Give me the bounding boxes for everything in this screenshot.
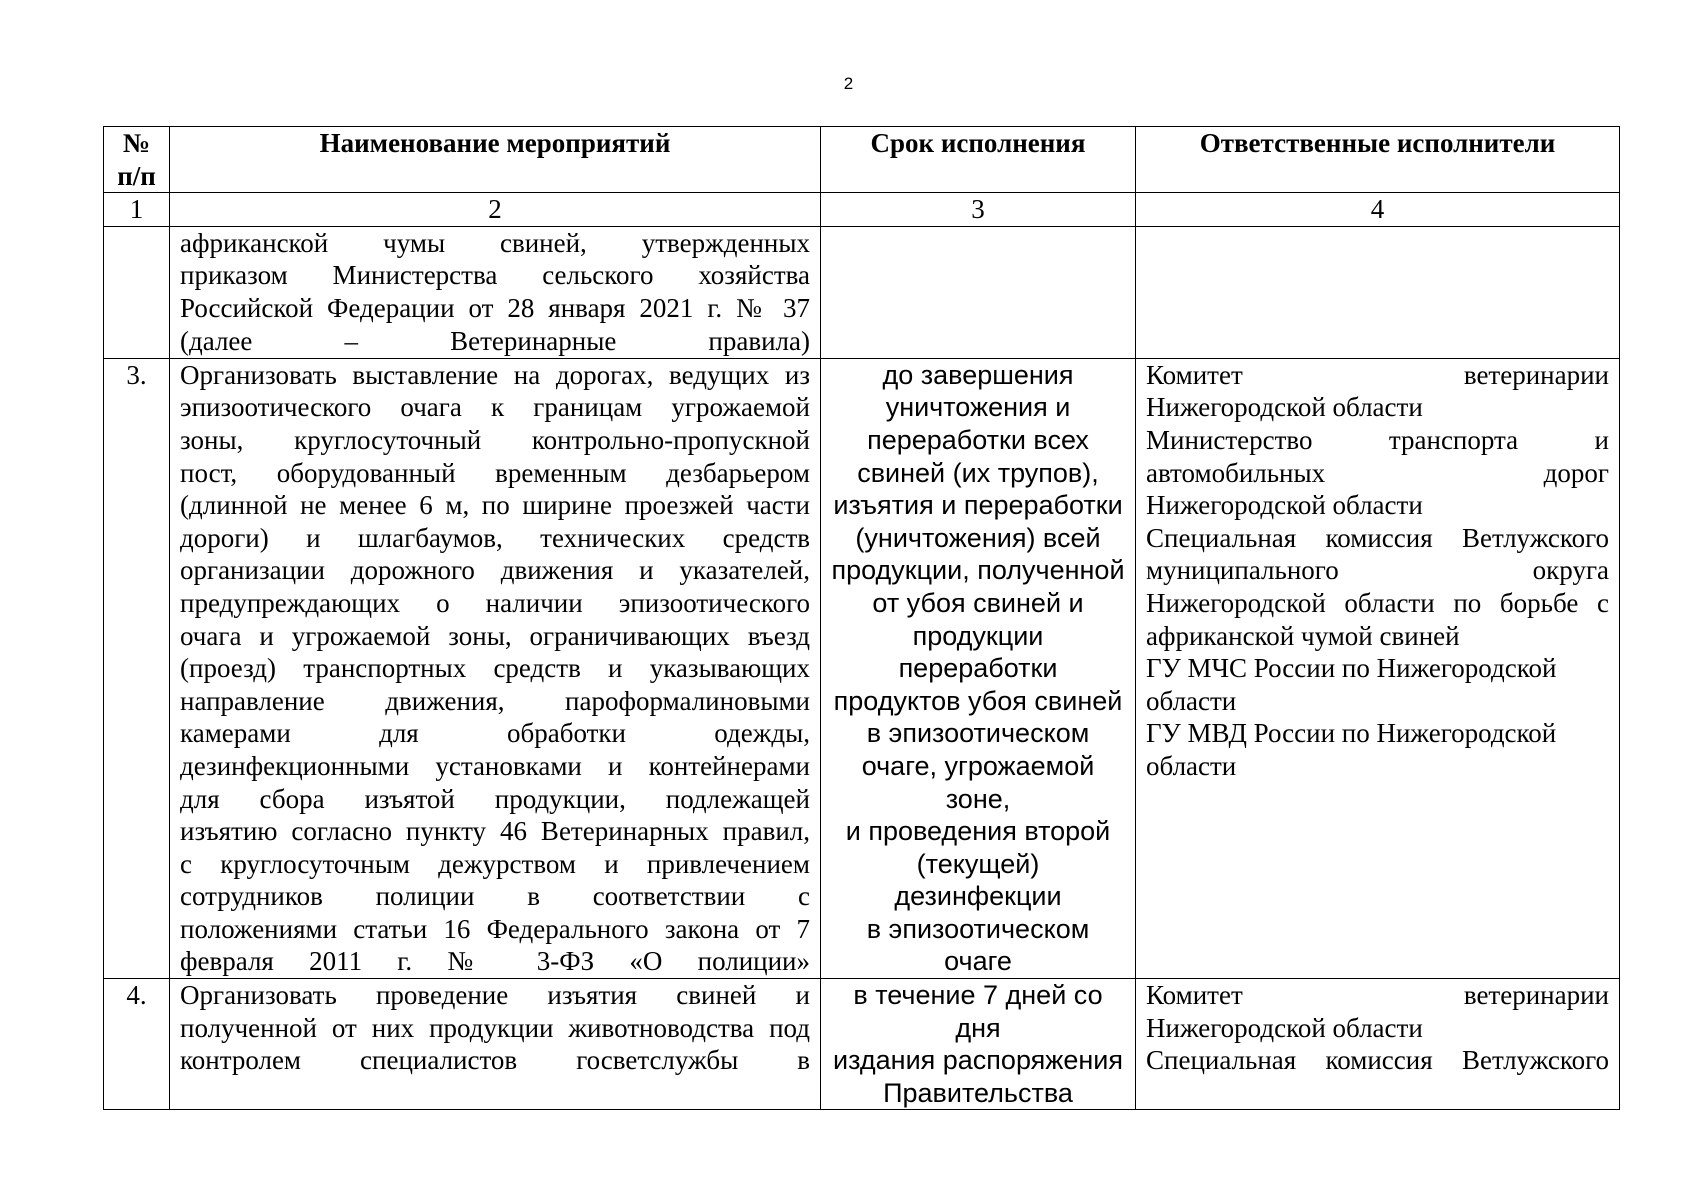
deadline-line: продукции переработки — [898, 620, 1058, 684]
measure-line: полученной от них продукции животноводства под — [180, 1012, 810, 1043]
executors-cell — [1136, 979, 1620, 1110]
executor-line: Комитет ветеринарии — [1146, 359, 1609, 390]
deadline-line: продукции, полученной — [831, 555, 1125, 586]
column-number-2: 2 — [170, 193, 821, 227]
measure-line: дороги) и шлагбаумов, технических средств — [180, 522, 810, 553]
executors-cell — [1136, 226, 1620, 358]
deadline-line: в эпизоотическом — [866, 718, 1090, 749]
measure-line: Организовать проведение изъятия свиней и — [180, 980, 810, 1011]
deadline-cell — [821, 226, 1136, 358]
executor-line: африканской чумой свиней — [1146, 620, 1460, 651]
column-numbers-row — [104, 193, 1620, 227]
measure-line: дезинфекционными установками и контейнерами — [180, 750, 810, 781]
table-row — [104, 358, 1620, 978]
deadline-line: Правительства — [883, 1077, 1073, 1108]
measure-line: камерами для обработки одежды, — [180, 718, 810, 749]
table-header-row — [104, 127, 1620, 193]
measure-line: эпизоотического очага к границам угрожаемой — [180, 392, 810, 423]
measure-line: очага и угрожаемой зоны, ограничивающих въезд — [180, 620, 810, 651]
measure-cell — [170, 226, 821, 358]
header-deadline: Срок исполнения — [821, 127, 1136, 193]
deadline-line: (уничтожения) всей — [855, 522, 1101, 553]
measure-line: направление движения, пароформалиновыми — [180, 685, 810, 716]
measure-line: февраля 2011 г. № 3-ФЗ «О полиции» — [180, 946, 810, 977]
column-number-1: 1 — [104, 193, 170, 227]
table-row — [104, 979, 1620, 1110]
deadline-line: в эпизоотическом очаге — [866, 913, 1090, 977]
measure-line: изъятию согласно пункту 46 Ветеринарных правил, — [180, 816, 810, 847]
executor-line: муниципального округа — [1146, 555, 1609, 586]
executor-line: ГУ МВД России по Нижегородской — [1146, 718, 1557, 749]
executor-line: области — [1146, 750, 1237, 781]
row-number: 4. — [104, 979, 170, 1110]
deadline-line: продуктов убоя свиней — [833, 685, 1123, 716]
executors-cell — [1136, 358, 1620, 978]
measure-line: Российской Федерации от 28 января 2021 г. № 37 — [180, 292, 810, 323]
header-executors: Ответственные исполнители — [1136, 127, 1620, 193]
measure-line: организации дорожного движения и указателей, — [180, 555, 810, 586]
row-number: 3. — [104, 358, 170, 978]
measure-line: зоны, круглосуточный контрольно-пропускной — [180, 424, 810, 455]
measure-line: для сбора изъятой продукции, подлежащей — [180, 783, 810, 814]
measure-line: (длинной не менее 6 м, по ширине проезжей части — [180, 490, 810, 521]
page-number: 2 — [843, 74, 854, 93]
measure-cell — [170, 358, 821, 978]
executor-line: Нижегородской области — [1146, 392, 1423, 423]
row-number — [104, 226, 170, 358]
executor-line: Нижегородской области по борьбе с — [1146, 587, 1609, 618]
executor-line: ГУ МЧС России по Нижегородской — [1146, 653, 1557, 684]
header-number: № п/п — [104, 127, 170, 193]
measure-line: приказом Министерства сельского хозяйства — [180, 260, 810, 291]
measure-line: контролем специалистов госветслужбы в — [180, 1045, 810, 1076]
deadline-line: очаге, угрожаемой зоне, — [861, 750, 1095, 814]
executor-line: автомобильных дорог — [1146, 457, 1609, 488]
deadline-line: переработки всех — [867, 424, 1089, 455]
header-measures: Наименование мероприятий — [170, 127, 821, 193]
executor-line: Министерство транспорта и — [1146, 424, 1609, 455]
measure-line: пост, оборудованный временным дезбарьером — [180, 457, 810, 488]
executor-line: Комитет ветеринарии — [1146, 980, 1609, 1011]
deadline-line: (текущей) дезинфекции — [894, 848, 1062, 912]
column-number-3: 3 — [821, 193, 1136, 227]
measure-line: сотрудников полиции в соответствии с — [180, 881, 810, 912]
executor-line: Нижегородской области — [1146, 490, 1423, 521]
deadline-line: издания распоряжения — [833, 1045, 1123, 1076]
executor-line: области — [1146, 685, 1237, 716]
measure-line: (далее – Ветеринарные правила) — [180, 325, 810, 356]
deadline-line: от убоя свиней и — [872, 587, 1084, 618]
measure-line: с круглосуточным дежурством и привлечением — [180, 848, 810, 879]
deadline-cell — [821, 979, 1136, 1110]
measure-line: предупреждающих о наличии эпизоотического — [180, 587, 810, 618]
deadline-line: до завершения — [882, 359, 1074, 390]
measures-table — [103, 126, 1620, 1110]
measure-line: (проезд) транспортных средств и указывающих — [180, 653, 810, 684]
executor-line: Специальная комиссия Ветлужского — [1146, 522, 1609, 553]
measure-line: Организовать выставление на дорогах, ведущих из — [180, 359, 810, 390]
deadline-line: и проведения второй — [845, 816, 1111, 847]
table-row — [104, 226, 1620, 358]
column-number-4: 4 — [1136, 193, 1620, 227]
executor-line: Специальная комиссия Ветлужского — [1146, 1045, 1609, 1076]
deadline-line: в течение 7 дней со дня — [853, 980, 1103, 1043]
executor-line: Нижегородской области — [1146, 1012, 1423, 1043]
deadline-line: уничтожения и — [885, 392, 1071, 423]
measure-cell — [170, 979, 821, 1110]
deadline-line: свиней (их трупов), — [857, 457, 1099, 488]
measure-line: африканской чумы свиней, утвержденных — [180, 227, 810, 258]
deadline-cell — [821, 358, 1136, 978]
deadline-line: изъятия и переработки — [833, 490, 1123, 521]
measure-line: положениями статьи 16 Федерального закона от 7 — [180, 913, 810, 944]
